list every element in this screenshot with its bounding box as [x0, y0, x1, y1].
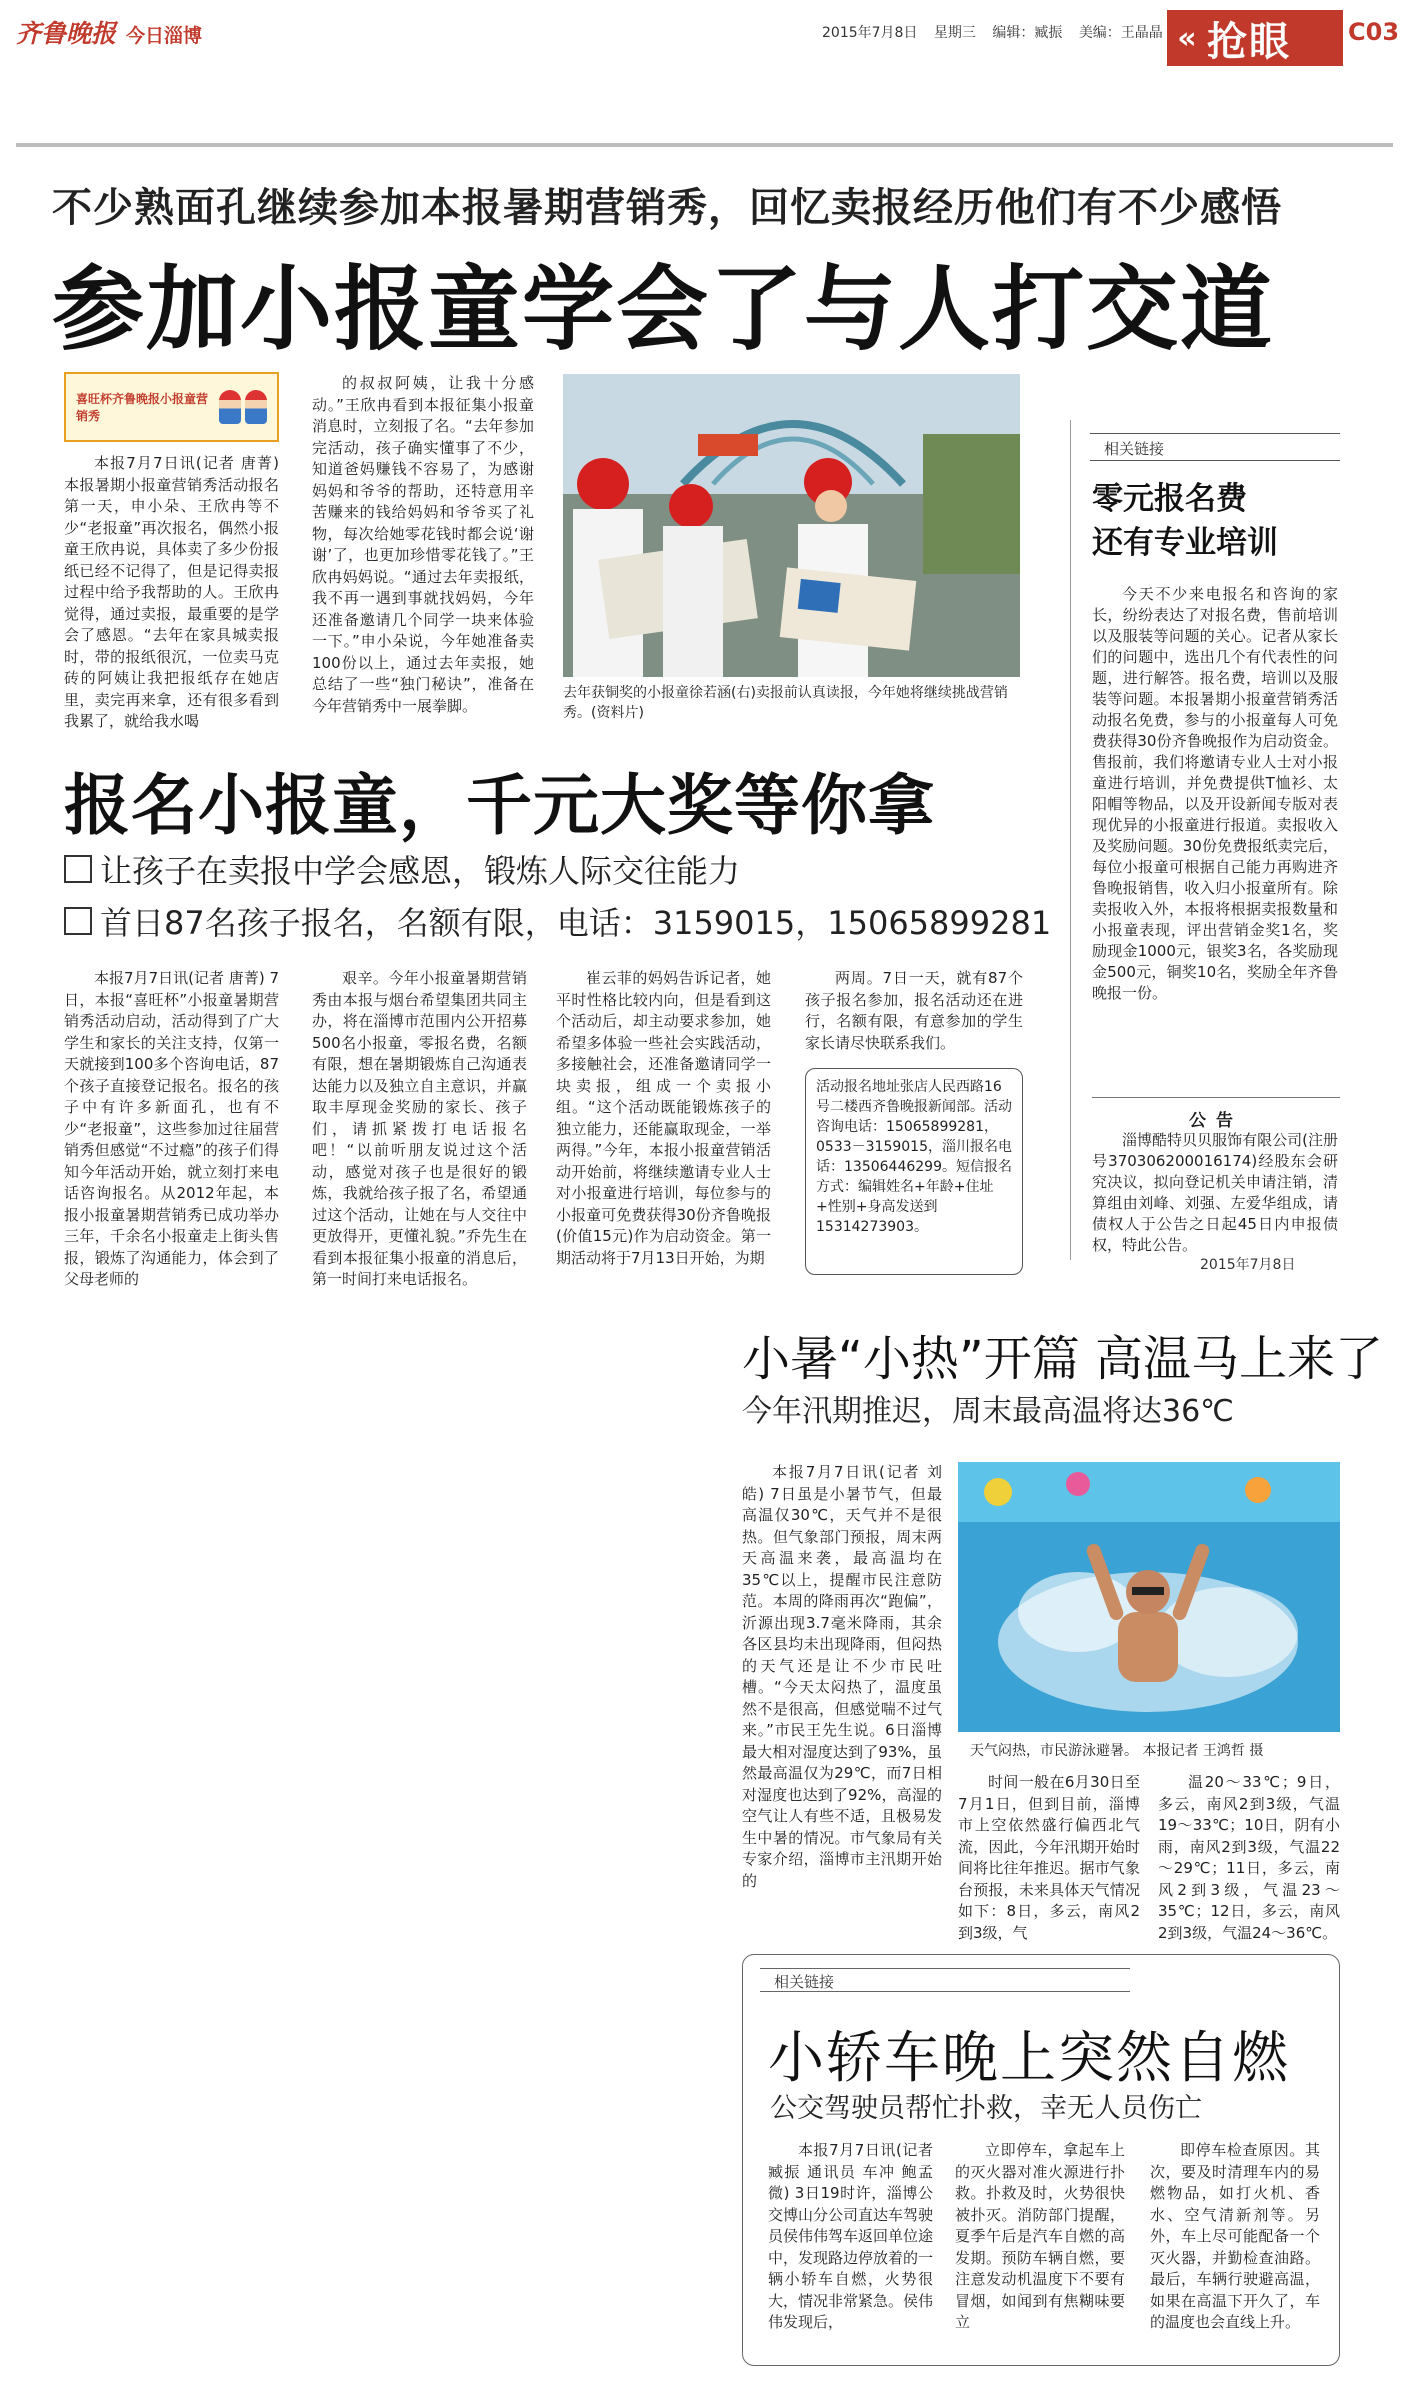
signup-info-box: 活动报名地址张店人民西路16号二楼西齐鲁晚报新闻部。活动咨询电话：15065899281，0533－3159015，淄川报名电话：13506446299。短信报名方式：编辑姓名+年龄+住址+性别+身高发送到15314273903。	[805, 1068, 1023, 1275]
signup-column-1: 本报7月7日讯(记者 唐菁) 7日，本报“喜旺杯”小报童暑期营销秀活动启动，活动得到了广大学生和家长的关注支持，仅第一天就接到100多个咨询电话，87个孩子直接登记报名。报名的孩子中有许多新面孔，也有不少“老报童”，这些参加过往届营销秀但感觉“不过瘾”的孩子们得知今年活动开始，就立刻打来电话咨询报名。从2012年起，本报小报童暑期营销秀已成功举办三年，千余名小报童走上街头售报，锻炼了沟通能力，体会到了父母老师的	[64, 969, 279, 1288]
car-fire-column-3: 即停车检查原因。其次，要及时清理车内的易燃物品，如打火机、香水、空气清新剂等。另外，车上尽可能配备一个灭火器，并勤检查油路。最后，车辆行驶避高温，如果在高温下开久了，车的温度也会直线上升。	[1150, 2141, 1320, 2331]
issue-weekday: 星期三	[933, 25, 976, 41]
newsboy-photo-caption: 去年获铜奖的小报童徐若涵(右)卖报前认真读报，今年她将继续挑战营销秀。(资料片)	[563, 685, 1008, 721]
channel-badge	[1167, 10, 1343, 66]
notice-date: 2015年7月8日	[1200, 1257, 1296, 1273]
weather-column-3: 温20～33℃；9日，多云，南风2到3级，气温19～33℃；10日，阴有小雨，南风2到3级，气温22～29℃；11日，多云，南风2到3级，气温23～35℃；12日，多云，南风2到3级，气温24～36℃。	[1158, 1773, 1340, 1942]
notice-body: 淄博酷特贝贝服饰有限公司(注册号370306200016174)经股东会研究决议，拟向登记机关申请注销，清算组由刘峰、刘强、左爱华组成，请债权人于公告之日起45日内申报债权，特此公告。	[1092, 1131, 1338, 1254]
signup-column-4: 两周。7日一天，就有87个孩子报名参加，报名活动还在进行，名额有限，有意参加的学生家长请尽快联系我们。	[805, 969, 1023, 1052]
newsboy-photo-image	[563, 374, 1020, 677]
lead-kicker: 不少熟面孔继续参加本报暑期营销秀，回忆卖报经历他们有不少感悟	[52, 185, 1282, 231]
editor-credit: 编辑：臧振	[992, 25, 1063, 41]
signup-column-3: 崔云菲的妈妈告诉记者，她平时性格比较内向，但是看到这个活动后，却主动要求参加，她希望多体验一些社会实践活动，多接触社会，还准备邀请同学一块卖报，组成一个卖报小组。“这个活动既能锻炼孩子的独立能力，还能赢取现金，一举两得。”今年，本报小报童营销活动开始前，将继续邀请专业人士对小报童进行培训，每位参与的小报童可免费获得30份齐鲁晚报(价值15元)作为启动资金。第一期活动将于7月13日开始，为期	[556, 969, 771, 1267]
signup-bullet-1: 让孩子在卖报中学会感恩，锻炼人际交往能力	[64, 846, 740, 892]
weather-subtitle: 今年汛期推迟，周末最高温将达36℃	[742, 1394, 1234, 1429]
lead-column-2: 的叔叔阿姨，让我十分感动。”王欣冉看到本报征集小报童消息时，立刻报了名。“去年参加完活动，孩子确实懂事了不少，知道爸妈赚钱不容易了，为感谢妈妈和爷爷的帮助，还特意用辛苦赚来的钱给妈妈和爷爷买了礼物，每次给她零花钱时都会说‘谢谢’了，也更加珍惜零花钱了。”王欣冉妈妈说。“通过去年卖报纸，我不再一遇到事就找妈妈，今年还准备邀请几个同学一块来体验一下。”申小朵说，今年她准备卖100份以上，通过去年卖报，她总结了一些“独门秘诀”，准备在今年营销秀中一展拳脚。	[312, 374, 534, 715]
lead-headline: 参加小报童学会了与人打交道	[52, 256, 1275, 363]
signup-column-2: 艰辛。今年小报童暑期营销秀由本报与烟台希望集团共同主办，将在淄博市范围内公开招募500名小报童，零报名费，名额有限，想在暑期锻炼自己沟通表达能力以及独立自主意识，并赢取丰厚现金奖励的家长、孩子们，请抓紧拨打电话报名吧！“以前听朋友说过这个活动，感觉对孩子也是很好的锻炼，我就给孩子报了名，希望通过这个活动，让她在与人交往中更放得开，更懂礼貌。”乔先生在看到本报征集小报童的消息后，第一时间打来电话报名。	[312, 969, 527, 1288]
square-bullet-icon	[64, 907, 92, 935]
header-divider	[16, 143, 1393, 147]
kids-illustration-icon	[219, 390, 267, 424]
car-fire-subtitle: 公交驾驶员帮忙扑救，幸无人员伤亡	[770, 2093, 1202, 2124]
car-fire-column-1: 本报7月7日讯(记者 臧振 通讯员 车冲 鲍孟微) 3日19时许，淄博公交博山分公司直达车驾驶员侯伟伟驾车返回单位途中，发现路边停放着的一辆小轿车自燃，火势很大，情况非常紧急。侯伟伟发现后，	[768, 2141, 934, 2331]
issue-date: 2015年7月8日	[822, 25, 918, 41]
swimmer-photo-image	[958, 1462, 1340, 1732]
newspaper-brand	[16, 14, 202, 50]
car-fire-tag: 相关链接	[760, 1968, 1130, 1992]
page-number: C03	[1348, 18, 1400, 46]
sidebar-body: 今天不少来电报名和咨询的家长，纷纷表达了对报名费，售前培训以及服装等问题的关心。记者从家长们的问题中，选出几个有代表性的问题，进行解答。报名费，培训以及服装等问题。本报暑期小报童营销秀活动报名免费，参与的小报童每人可免费获得30份齐鲁晚报作为启动资金。售报前，我们将邀请专业人士对小报童进行培训，并免费提供T恤衫、太阳帽等物品，以及开设新闻专版对表现优异的小报童进行报道。卖报收入及奖励问题。30份免费报纸卖完后，每位小报童可根据自己能力再购进齐鲁晚报销售，收入归小报童所有。除卖报收入外，本报将根据卖报数量和小报童表现，评出营销金奖1名，奖励现金1000元，银奖3名，各奖励现金500元，铜奖10名，奖励全年齐鲁晚报一份。	[1092, 585, 1338, 1002]
swimmer-photo-caption: 天气闷热，市民游泳避暑。 本报记者 王鸿哲 摄	[970, 1743, 1264, 1759]
car-fire-column-2: 立即停车，拿起车上的灭火器对准火源进行扑救。扑救及时，火势很快被扑灭。消防部门提醒，夏季午后是汽车自燃的高发期。预防车辆自燃，要注意发动机温度下不要有冒烟，如闻到有焦糊味要立	[955, 2141, 1125, 2331]
brand-name: 齐鲁晚报	[16, 19, 117, 48]
square-bullet-icon	[64, 855, 92, 883]
signup-bullet-2: 首日87名孩子报名，名额有限，电话：3159015，15065899281	[64, 898, 1051, 944]
newsboy-photo	[563, 374, 1020, 677]
weather-column-2: 时间一般在6月30日至7月1日，但到目前，淄博市上空依然盛行偏西北气流，因此，今年汛期开始时间将比往年推迟。据市气象台预报，未来具体天气情况如下：8日，多云，南风2到3级，气	[958, 1773, 1140, 1942]
swimmer-photo	[958, 1462, 1340, 1732]
channel-name: 抢眼	[1207, 18, 1291, 65]
edition-name: 今日淄博	[126, 25, 203, 47]
lead-column-1: 本报7月7日讯(记者 唐菁) 本报暑期小报童营销秀活动报名第一天，申小朵、王欣冉等不少“老报童”再次报名，偶然小报童王欣冉说，具体卖了多少份报纸已经不记得了，但是记得卖报过程中给予我帮助的人。王欣冉觉得，通过卖报，最重要的是学会了感恩。“去年在家具城卖报时，带的报纸很沉，一位卖马克砖的阿姨让我把报纸存在她店里，卖完再来拿，还有很多看到我累了，就给我水喝	[64, 454, 279, 730]
weather-column-1: 本报7月7日讯(记者 刘皓) 7日虽是小暑节气，但最高温仅30℃，天气并不是很热。但气象部门预报，周末两天高温来袭，最高温均在35℃以上，提醒市民注意防范。本周的降雨再次“跑偏”，沂源出现3.7毫米降雨，其余各区县均未出现降雨，但闷热的天气还是让不少市民吐槽。“今天太闷热了，温度虽然不是很高，但感觉喘不过气来。”市民王先生说。6日淄博最大相对湿度达到了93%，虽然最高温仅为29℃，而7日相对湿度也达到了92%，高湿的空气让人有些不适，且极易发生中暑的情况。市气象局有关专家介绍，淄博市主汛期开始的	[742, 1463, 942, 1890]
issue-meta	[822, 22, 1175, 42]
event-logo	[64, 372, 279, 442]
sidebar-tag: 相关链接	[1090, 433, 1340, 461]
sidebar-title: 零元报名费 还有专业培训	[1092, 481, 1278, 561]
weather-headline: 小暑“小热”开篇 高温马上来了	[742, 1331, 1383, 1387]
sidebar-divider	[1070, 420, 1071, 1260]
double-chevron-icon: «	[1177, 20, 1197, 56]
signup-headline: 报名小报童，千元大奖等你拿	[64, 767, 935, 844]
event-logo-text: 喜旺杯齐鲁晚报小报童营销秀	[76, 392, 209, 423]
designer-credit: 美编：王晶晶	[1078, 25, 1163, 41]
car-fire-headline: 小轿车晚上突然自燃	[768, 2026, 1290, 2091]
notice-title: 公告	[1092, 1097, 1340, 1131]
